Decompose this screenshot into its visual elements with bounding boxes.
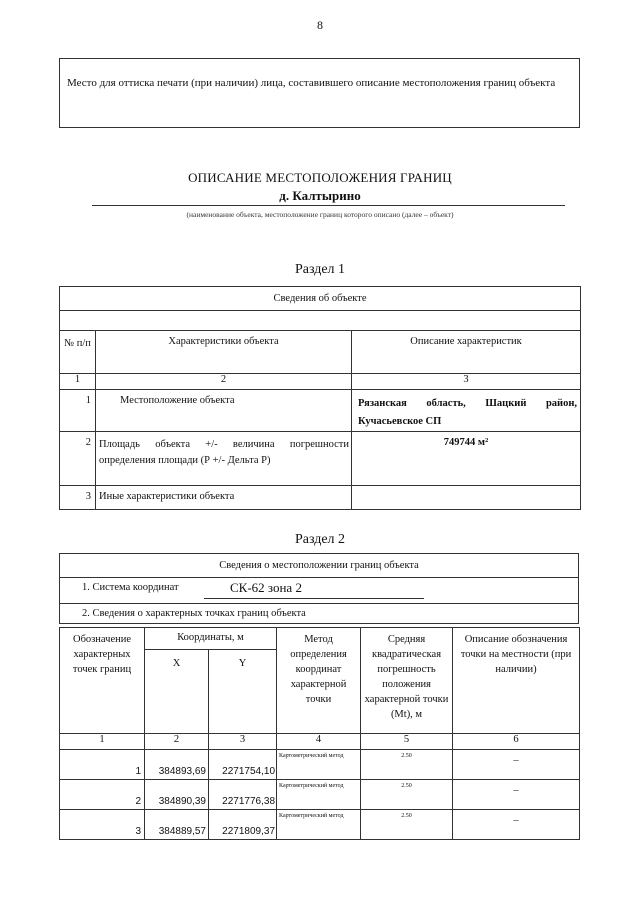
object-info-spacer	[60, 311, 581, 331]
col-header-method: Метод определения координат характерной точки	[277, 628, 361, 734]
boundary-table-title: Сведения о местоположении границ объекта	[60, 554, 579, 578]
object-info-title: Сведения об объекте	[60, 287, 581, 311]
stamp-placeholder-box	[59, 58, 580, 128]
point-id: 2	[60, 780, 145, 810]
col-header-number: № п/п	[60, 331, 96, 374]
point-x: 384893,69	[145, 750, 209, 780]
row-characteristic: Местоположение объекта	[96, 390, 352, 432]
row-number: 3	[60, 486, 96, 510]
point-accuracy: 2.50	[361, 810, 453, 840]
col-header-accuracy: Средняя квадратическая погрешность положения характерной точки (Mt), м	[361, 628, 453, 734]
row-characteristic: Иные характеристики объекта	[96, 486, 352, 510]
col-header-description: Описание характеристик	[352, 331, 581, 374]
row-description: 749744 м²	[352, 432, 581, 486]
col-header-designation: Обозначение характерных точек границ	[60, 628, 145, 734]
object-name: д. Калтырино	[279, 188, 361, 203]
row-description: Рязанская область, Шацкий район, Кучасьевское СП	[352, 390, 581, 432]
point-y: 2271809,37	[209, 810, 277, 840]
table-row	[60, 810, 580, 840]
col-index-4: 4	[277, 734, 361, 750]
section1-heading: Раздел 1	[294, 262, 346, 277]
point-description: –	[453, 780, 580, 810]
table-row	[60, 486, 581, 510]
row-number: 1	[60, 390, 96, 432]
col-header-y: Y	[209, 650, 277, 734]
col-index-3: 3	[209, 734, 277, 750]
table-row	[60, 780, 580, 810]
col-index-5: 5	[361, 734, 453, 750]
col-index-1: 1	[60, 374, 96, 390]
points-label: 2. Сведения о характерных точках границ объекта	[60, 604, 579, 624]
boundary-header-table	[59, 553, 579, 624]
col-index-2: 2	[96, 374, 352, 390]
coord-system-row	[60, 578, 579, 604]
point-id: 1	[60, 750, 145, 780]
point-accuracy: 2.50	[361, 780, 453, 810]
document-title: ОПИСАНИЕ МЕСТОПОЛОЖЕНИЯ ГРАНИЦ	[188, 170, 452, 185]
object-name-underline	[92, 205, 565, 206]
section2-heading: Раздел 2	[294, 532, 346, 547]
object-info-table	[59, 286, 581, 510]
points-table	[59, 627, 580, 840]
page-number: 8	[317, 18, 323, 32]
point-y: 2271776,38	[209, 780, 277, 810]
object-name-hint: (наименование объекта, местоположение границ которого описано (далее – объект)	[186, 210, 454, 219]
table-row	[60, 432, 581, 486]
row-number: 2	[60, 432, 96, 486]
coord-system-value: СК-62 зона 2	[230, 580, 302, 595]
point-x: 384889,57	[145, 810, 209, 840]
coord-system-label: 1. Система координат	[82, 582, 179, 593]
stamp-placeholder-text: Место для оттиска печати (при наличии) лица, составившего описание местоположения границ объекта	[67, 77, 556, 89]
col-header-point-description: Описание обозначения точки на местности (при наличии)	[453, 628, 580, 734]
point-method: Картометрический метод	[277, 780, 361, 810]
col-index-1: 1	[60, 734, 145, 750]
point-accuracy: 2.50	[361, 750, 453, 780]
col-header-characteristics: Характеристики объекта	[96, 331, 352, 374]
col-header-coords: Координаты, м	[145, 628, 277, 650]
point-y: 2271754,10	[209, 750, 277, 780]
point-description: –	[453, 750, 580, 780]
point-method: Картометрический метод	[277, 810, 361, 840]
table-row	[60, 390, 581, 432]
table-row	[60, 750, 580, 780]
row-description	[352, 486, 581, 510]
col-index-2: 2	[145, 734, 209, 750]
point-id: 3	[60, 810, 145, 840]
point-description: –	[453, 810, 580, 840]
row-characteristic: Площадь объекта +/- величина погрешности определения площади (Р +/- Дельта Р)	[96, 432, 352, 486]
point-method: Картометрический метод	[277, 750, 361, 780]
col-index-6: 6	[453, 734, 580, 750]
point-x: 384890,39	[145, 780, 209, 810]
col-header-x: X	[145, 650, 209, 734]
col-index-3: 3	[352, 374, 581, 390]
